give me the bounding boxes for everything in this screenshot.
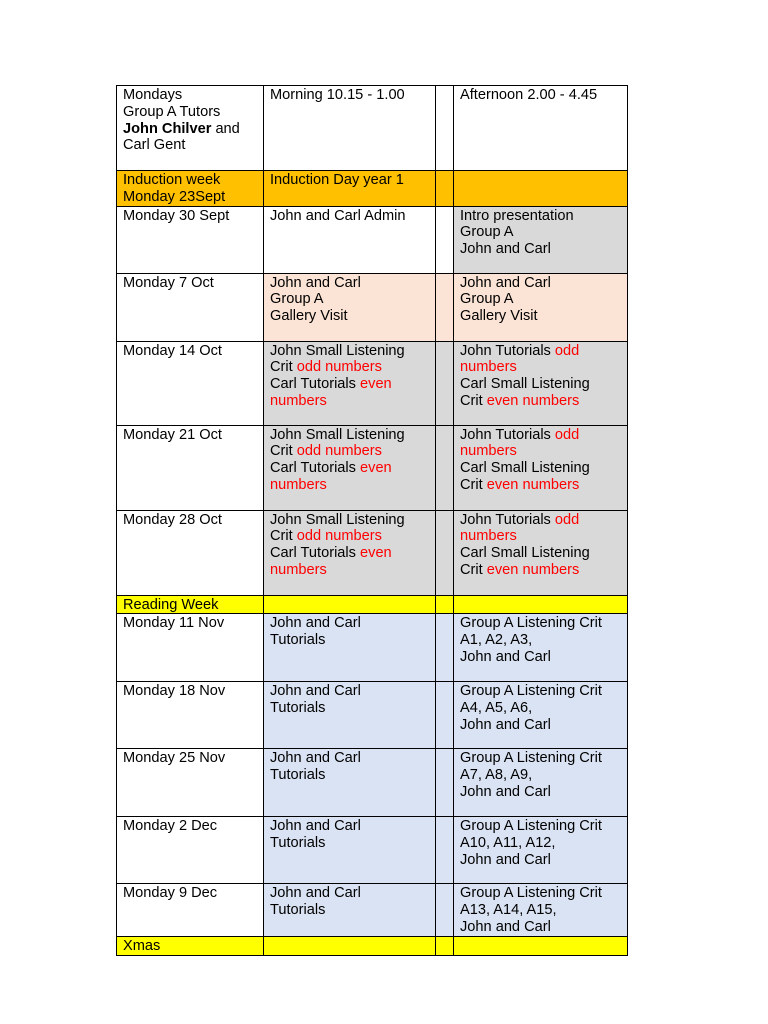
- header-morning: Morning 10.15 - 1.00: [264, 86, 436, 171]
- induction-morning: Induction Day year 1: [264, 171, 436, 207]
- afternoon-cell: Group A Listening Crit A7, A8, A9, John and Carl: [454, 749, 628, 817]
- header-mondays: Mondays: [123, 87, 183, 103]
- xmas-row: [117, 936, 628, 955]
- spacer-cell: [436, 884, 454, 936]
- induction-day-cell: [117, 171, 264, 207]
- morning-cell: John and Carl Tutorials: [264, 682, 436, 749]
- morning-cell: John and Carl Tutorials: [264, 749, 436, 817]
- afternoon-cell: [454, 936, 628, 955]
- afternoon-cell: Group A Listening Crit A4, A5, A6, John and Carl: [454, 682, 628, 749]
- table-row: [117, 273, 628, 341]
- afternoon-cell: John and Carl Group A Gallery Visit: [454, 273, 628, 341]
- morning-cell: [264, 936, 436, 955]
- header-tutor-2: Carl Gent: [123, 137, 186, 154]
- afternoon-cell: John Tutorials odd numbers Carl Small Listening Crit even numbers: [454, 510, 628, 595]
- day-cell: Monday 9 Dec: [117, 884, 264, 936]
- schedule-table: [116, 85, 628, 956]
- reading-week-row: [117, 595, 628, 614]
- morning-cell: John and Carl Tutorials: [264, 884, 436, 936]
- afternoon-cell: Intro presentation Group A John and Carl: [454, 206, 628, 273]
- header-tutor-bold: John Chilver: [123, 120, 212, 137]
- spacer-cell: [436, 749, 454, 817]
- table-row: [117, 817, 628, 884]
- induction-row: [117, 171, 628, 207]
- day-cell: Monday 11 Nov: [117, 614, 264, 682]
- afternoon-cell: Group A Listening Crit A10, A11, A12, John and Carl: [454, 817, 628, 884]
- header-group-cell: [117, 86, 264, 171]
- spacer-cell: [436, 595, 454, 614]
- day-cell: Monday 21 Oct: [117, 425, 264, 510]
- table-row: [117, 614, 628, 682]
- spacer-cell: [436, 510, 454, 595]
- afternoon-cell: John Tutorials odd numbers Carl Small Listening Crit even numbers: [454, 425, 628, 510]
- spacer-cell: [436, 936, 454, 955]
- spacer-cell: [436, 817, 454, 884]
- morning-cell: John and Carl Tutorials: [264, 817, 436, 884]
- table-row: [117, 341, 628, 425]
- table-row: [117, 749, 628, 817]
- induction-date: Monday 23Sept: [123, 188, 226, 205]
- spacer-cell: [436, 273, 454, 341]
- header-row: [117, 86, 628, 171]
- day-cell: Monday 7 Oct: [117, 273, 264, 341]
- afternoon-cell: Group A Listening Crit A1, A2, A3, John and Carl: [454, 614, 628, 682]
- table-row: [117, 682, 628, 749]
- spacer-cell: [436, 171, 454, 207]
- morning-cell: John and Carl Group A Gallery Visit: [264, 273, 436, 341]
- day-cell: Monday 18 Nov: [117, 682, 264, 749]
- morning-cell: John and Carl Tutorials: [264, 614, 436, 682]
- morning-cell: John Small Listening Crit odd numbers Carl Tutorials even numbers: [264, 341, 436, 425]
- afternoon-cell: Group A Listening Crit A13, A14, A15, John and Carl: [454, 884, 628, 936]
- day-cell: Monday 25 Nov: [117, 749, 264, 817]
- spacer-cell: [436, 86, 454, 171]
- afternoon-cell: [454, 595, 628, 614]
- day-cell: Monday 2 Dec: [117, 817, 264, 884]
- morning-cell: John Small Listening Crit odd numbers Carl Tutorials even numbers: [264, 510, 436, 595]
- morning-cell: John Small Listening Crit odd numbers Carl Tutorials even numbers: [264, 425, 436, 510]
- table-row: [117, 206, 628, 273]
- header-group-tutors: Group A Tutors: [123, 103, 221, 120]
- table-row: [117, 510, 628, 595]
- afternoon-cell: John Tutorials odd numbers Carl Small Listening Crit even numbers: [454, 341, 628, 425]
- day-cell: Monday 14 Oct: [117, 341, 264, 425]
- header-afternoon: Afternoon 2.00 - 4.45: [454, 86, 628, 171]
- spacer-cell: [436, 425, 454, 510]
- morning-cell: [264, 595, 436, 614]
- induction-afternoon: [454, 171, 628, 207]
- spacer-cell: [436, 341, 454, 425]
- table-row: [117, 884, 628, 936]
- reading-week-label: Reading Week: [117, 595, 264, 614]
- spacer-cell: [436, 206, 454, 273]
- header-and: and: [211, 120, 240, 137]
- spacer-cell: [436, 682, 454, 749]
- spacer-cell: [436, 614, 454, 682]
- table-row: [117, 425, 628, 510]
- xmas-label: Xmas: [117, 936, 264, 955]
- day-cell: Monday 30 Sept: [117, 206, 264, 273]
- morning-cell: John and Carl Admin: [264, 206, 436, 273]
- induction-week-label: Induction week: [123, 172, 221, 188]
- day-cell: Monday 28 Oct: [117, 510, 264, 595]
